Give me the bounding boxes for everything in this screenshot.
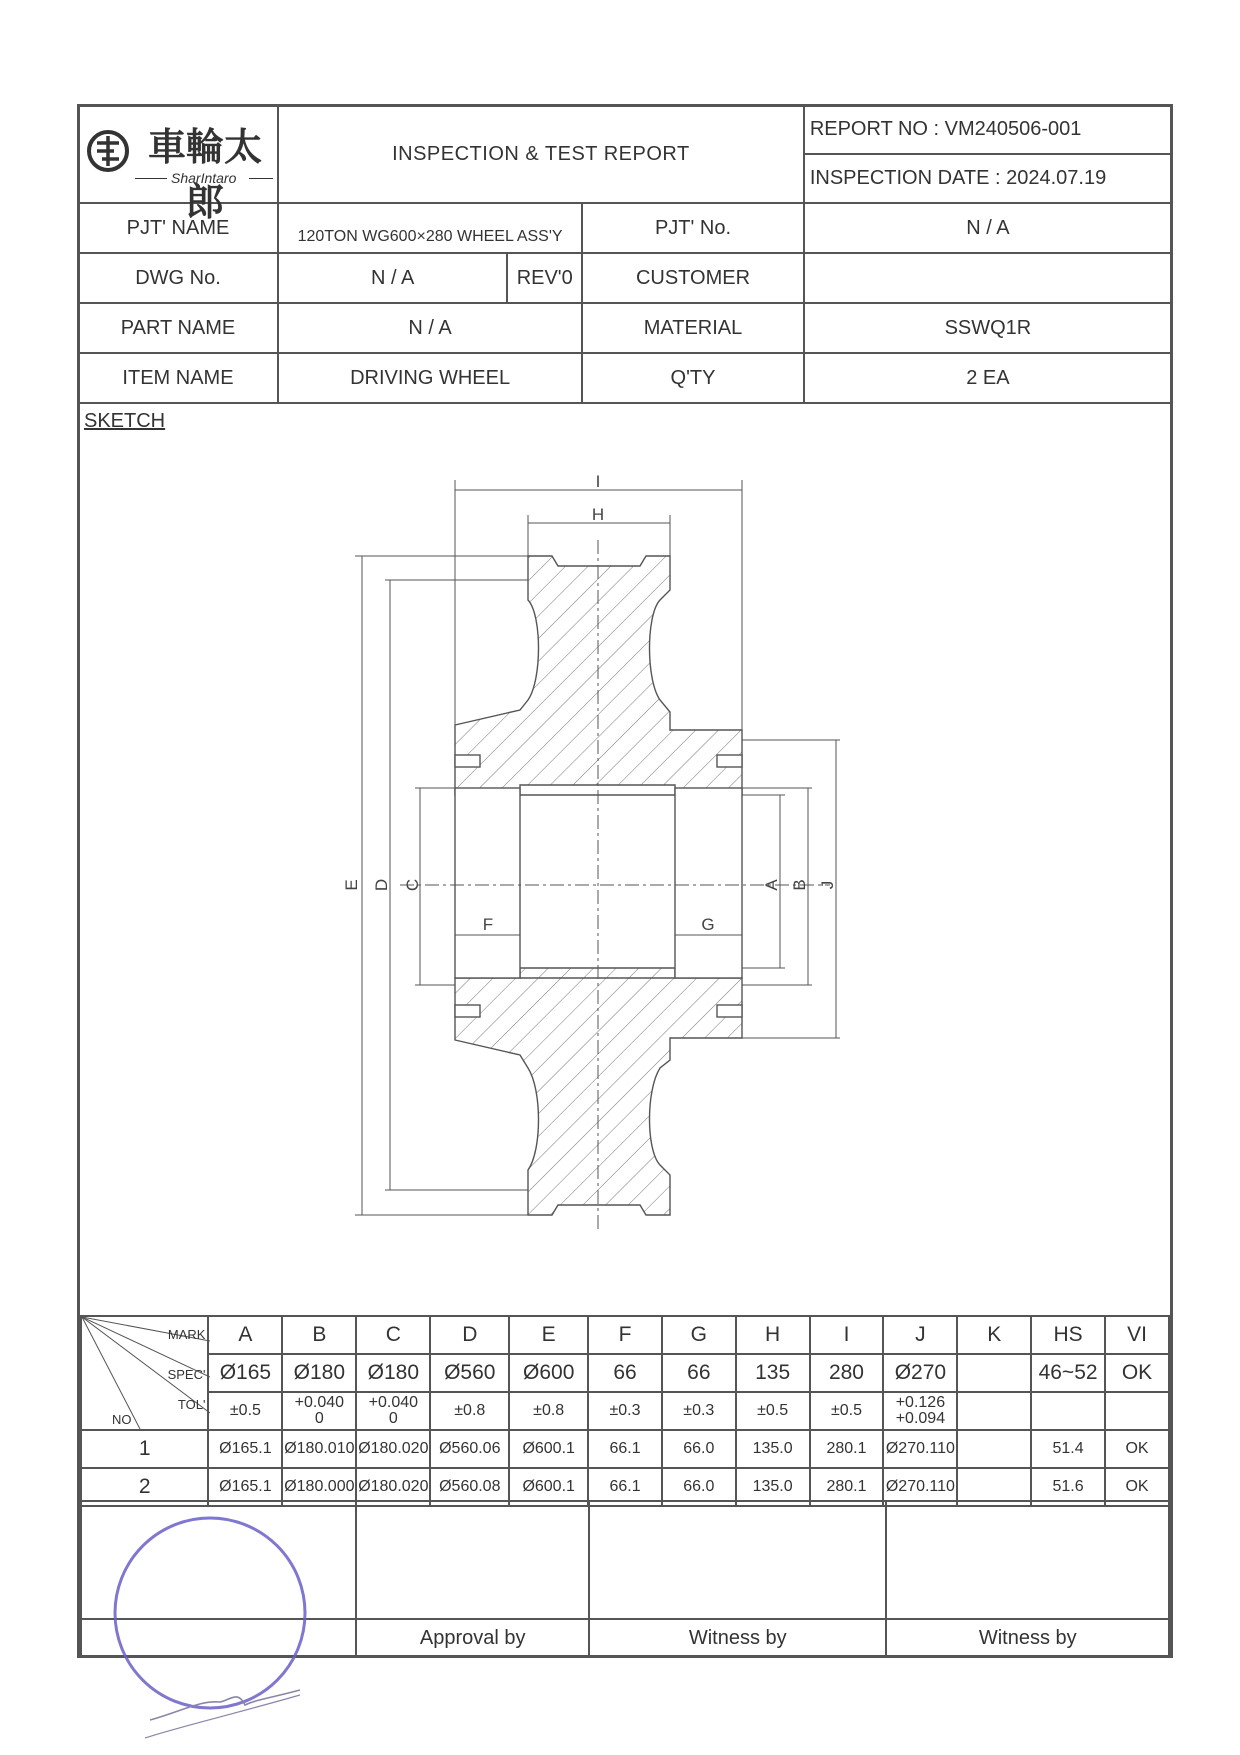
pjt-name-value: 120TON WG600×280 WHEEL ASS'Y — [278, 203, 582, 253]
value-cell: Ø560.06 — [430, 1430, 509, 1468]
report-no: REPORT NO : VM240506-001 — [804, 105, 1172, 154]
approval-by-label: Approval by — [356, 1619, 589, 1657]
value-cell: 66.0 — [662, 1468, 736, 1506]
qty-label: Q'TY — [582, 353, 804, 403]
row-no-cell: 1 — [81, 1430, 208, 1468]
tol-cell: ±0.8 — [430, 1392, 509, 1430]
value-cell: Ø560.08 — [430, 1468, 509, 1506]
spec-cell: Ø165 — [208, 1354, 282, 1392]
value-cell: Ø180.000 — [282, 1468, 356, 1506]
material-value: SSWQ1R — [804, 303, 1172, 353]
dim-label-d: D — [372, 878, 391, 892]
spec-cell: OK — [1105, 1354, 1169, 1392]
dim-label-f: F — [482, 915, 494, 934]
value-cell: Ø165.1 — [208, 1430, 282, 1468]
value-cell: 51.4 — [1031, 1430, 1105, 1468]
logo-brand-en: SharIntaro — [171, 170, 237, 186]
tol-cell: ±0.3 — [588, 1392, 662, 1430]
mark-header: B — [282, 1316, 356, 1354]
value-cell: Ø180.010 — [282, 1430, 356, 1468]
tol-cell: +0.040 0 — [282, 1392, 356, 1430]
spec-cell: 280 — [810, 1354, 884, 1392]
pjt-no-value: N / A — [804, 203, 1172, 253]
page-title: INSPECTION & TEST REPORT — [278, 105, 804, 203]
spec-cell: Ø560 — [430, 1354, 509, 1392]
value-cell: 66.1 — [588, 1468, 662, 1506]
corner-tol-label: TOL' — [177, 1397, 206, 1412]
value-cell: 135.0 — [736, 1430, 810, 1468]
corner-mark-label: MARK — [167, 1327, 206, 1342]
value-cell: Ø180.020 — [356, 1468, 430, 1506]
dim-label-c: C — [403, 878, 422, 892]
tol-cell: ±0.5 — [810, 1392, 884, 1430]
tol-cell: +0.126 +0.094 — [883, 1392, 957, 1430]
corner-no-label: NO — [112, 1412, 132, 1427]
qty-value: 2 EA — [804, 353, 1172, 403]
value-cell: Ø600.1 — [509, 1430, 588, 1468]
spec-cell: Ø180 — [356, 1354, 430, 1392]
value-cell: Ø600.1 — [509, 1468, 588, 1506]
mark-header: E — [509, 1316, 588, 1354]
logo-brand-cn: 車輪太郎 — [147, 124, 262, 224]
spec-cell: Ø270 — [883, 1354, 957, 1392]
rev-value: REV'0 — [507, 253, 582, 303]
dim-label-a: A — [762, 879, 781, 891]
tol-cell: ±0.8 — [509, 1392, 588, 1430]
dim-label-b: B — [790, 879, 809, 891]
mark-header: VI — [1105, 1316, 1169, 1354]
value-cell: 51.6 — [1031, 1468, 1105, 1506]
dwg-no-label: DWG No. — [78, 253, 278, 303]
customer-label: CUSTOMER — [582, 253, 804, 303]
spec-cell: Ø180 — [282, 1354, 356, 1392]
part-name-label: PART NAME — [78, 303, 278, 353]
spec-cell: Ø600 — [509, 1354, 588, 1392]
dwg-no-value: N / A — [278, 253, 507, 303]
pjt-name-label: PJT' NAME — [78, 203, 278, 253]
dim-label-i: I — [595, 472, 601, 491]
spec-cell: 66 — [662, 1354, 736, 1392]
value-cell: OK — [1105, 1468, 1169, 1506]
mark-header: K — [957, 1316, 1031, 1354]
mark-header: A — [208, 1316, 282, 1354]
mark-header: H — [736, 1316, 810, 1354]
spec-cell: 66 — [588, 1354, 662, 1392]
dim-label-h: H — [591, 505, 605, 524]
value-cell: Ø270.110 — [883, 1468, 957, 1506]
mark-header: HS — [1031, 1316, 1105, 1354]
witness-by-label-2: Witness by — [886, 1619, 1169, 1657]
mark-header: I — [810, 1316, 884, 1354]
spec-cell: 135 — [736, 1354, 810, 1392]
sketch-label: SKETCH — [84, 410, 166, 432]
row-no-cell: 2 — [81, 1468, 208, 1506]
part-name-value: N / A — [278, 303, 582, 353]
dim-label-g: G — [701, 915, 715, 934]
value-cell: 280.1 — [810, 1430, 884, 1468]
mark-header: F — [588, 1316, 662, 1354]
corner-spec-label: SPEC' — [167, 1367, 206, 1382]
value-cell: 135.0 — [736, 1468, 810, 1506]
mark-header: C — [356, 1316, 430, 1354]
mark-header: D — [430, 1316, 509, 1354]
item-name-label: ITEM NAME — [78, 353, 278, 403]
spec-cell: 46~52 — [1031, 1354, 1105, 1392]
tol-cell: ±0.3 — [662, 1392, 736, 1430]
value-cell: Ø270.110 — [883, 1430, 957, 1468]
tol-cell: +0.040 0 — [356, 1392, 430, 1430]
inspection-date: INSPECTION DATE : 2024.07.19 — [804, 154, 1172, 203]
tol-cell: ±0.5 — [208, 1392, 282, 1430]
value-cell: 66.0 — [662, 1430, 736, 1468]
value-cell: Ø180.020 — [356, 1430, 430, 1468]
value-cell: OK — [1105, 1430, 1169, 1468]
material-label: MATERIAL — [582, 303, 804, 353]
mark-header: J — [883, 1316, 957, 1354]
mark-header: G — [662, 1316, 736, 1354]
value-cell: 280.1 — [810, 1468, 884, 1506]
witness-by-label-1: Witness by — [589, 1619, 886, 1657]
value-cell: 66.1 — [588, 1430, 662, 1468]
dim-label-j: J — [818, 880, 837, 890]
pjt-no-label: PJT' No. — [582, 203, 804, 253]
item-name-value: DRIVING WHEEL — [278, 353, 582, 403]
value-cell: Ø165.1 — [208, 1468, 282, 1506]
dim-label-e: E — [342, 879, 361, 891]
tol-cell: ±0.5 — [736, 1392, 810, 1430]
